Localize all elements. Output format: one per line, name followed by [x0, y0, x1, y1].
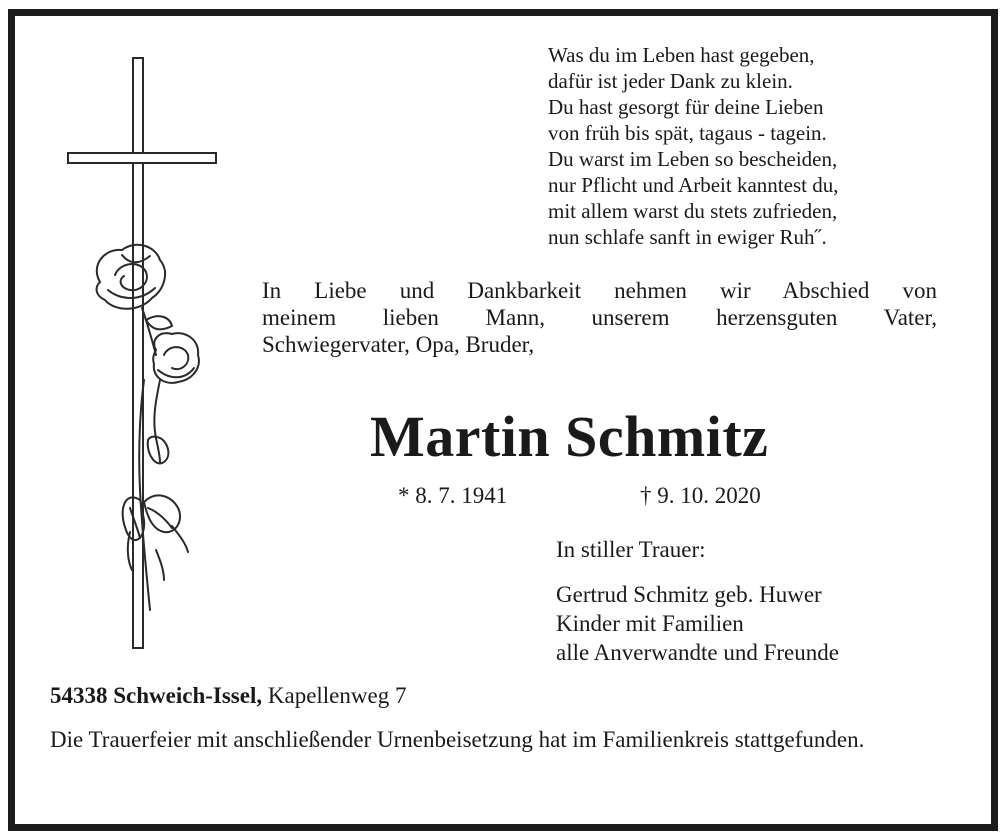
mourner: Kinder mit Familien — [556, 611, 744, 636]
address-street: Kapellenweg 7 — [267, 683, 407, 708]
farewell-line: Schwiegervater, Opa, Bruder, — [262, 332, 535, 357]
mourning-heading: In stiller Trauer: — [556, 537, 706, 562]
mourner: alle Anverwandte und Freunde — [556, 640, 839, 665]
poem-line: nur Pflicht und Arbeit kanntest du, — [548, 173, 839, 197]
farewell-line: meinem lieben Mann, unserem herzensguten Vater, — [262, 305, 937, 330]
poem-line: Du warst im Leben so bescheiden, — [548, 147, 838, 171]
birth-date: * 8. 7. 1941 — [398, 483, 508, 508]
address-city: 54338 Schweich-Issel, — [50, 683, 263, 708]
poem-line: dafür ist jeder Dank zu klein. — [548, 69, 793, 93]
mourners-list — [556, 580, 839, 667]
poem-line: Du hast gesorgt für deine Lieben — [548, 95, 824, 119]
poem-line: mit allem warst du stets zufrieden, — [548, 199, 838, 223]
mourner: Gertrud Schmitz geb. Huwer — [556, 582, 822, 607]
ceremony-note: Die Trauerfeier mit anschließender Urnenbeisetzung hat im Familienkreis stattgefunden. — [50, 727, 865, 752]
death-date: † 9. 10. 2020 — [640, 483, 761, 508]
cross-with-roses-icon — [60, 50, 230, 660]
farewell-text — [262, 277, 937, 358]
deceased-name: Martin Schmitz — [370, 404, 769, 469]
address — [50, 683, 406, 709]
farewell-line: In Liebe und Dankbarkeit nehmen wir Abschied von — [262, 278, 937, 303]
poem-line: nun schlafe sanft in ewiger Ruh˝. — [548, 225, 827, 249]
poem-line: von früh bis spät, tagaus - tagein. — [548, 121, 827, 145]
poem — [548, 42, 838, 250]
poem-line: Was du im Leben hast gegeben, — [548, 43, 815, 67]
